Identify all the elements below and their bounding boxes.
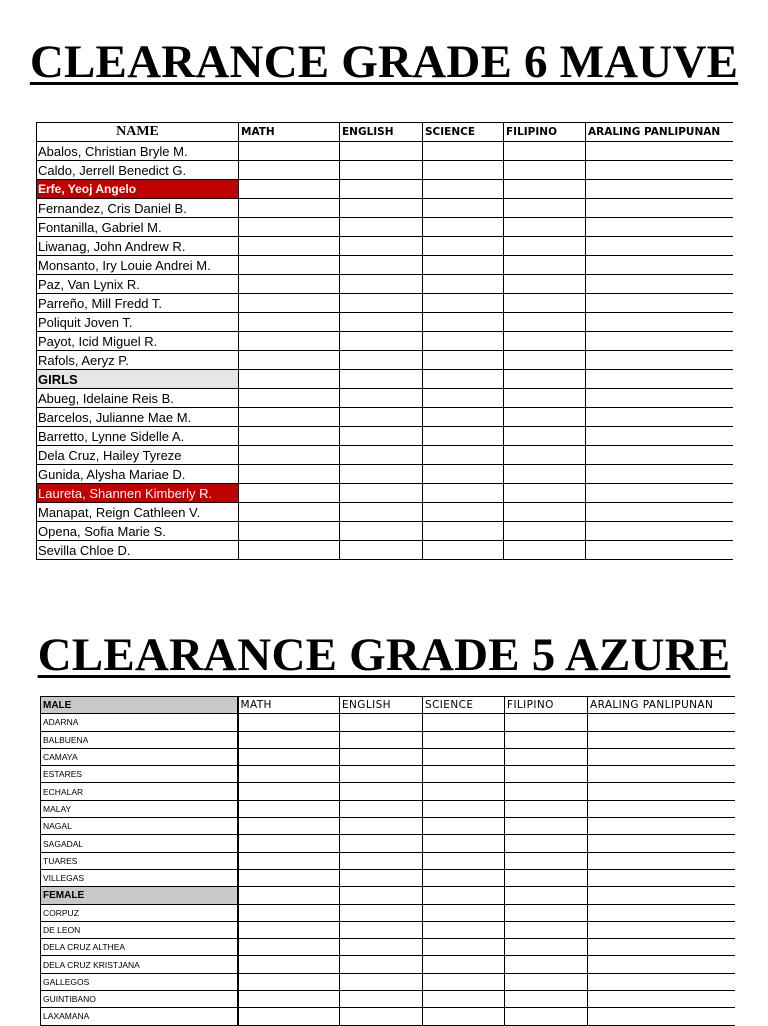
student-name: Opena, Sofia Marie S. <box>37 522 239 541</box>
student-name: MALAY <box>41 800 238 817</box>
student-name: SAGADAL <box>41 835 238 852</box>
clearance-cell-araling-panlipunan[interactable] <box>588 766 735 783</box>
clearance-cell-english[interactable] <box>340 522 423 541</box>
clearance-cell-math[interactable] <box>239 199 340 218</box>
section-label: FEMALE <box>41 887 238 904</box>
clearance-cell-science[interactable] <box>423 446 504 465</box>
student-name: Abalos, Christian Bryle M. <box>37 142 239 161</box>
clearance-cell-math[interactable] <box>238 869 340 886</box>
clearance-cell-english[interactable] <box>340 389 423 408</box>
clearance-cell-filipino[interactable] <box>505 1008 588 1025</box>
table-row <box>37 541 733 560</box>
table-row <box>37 142 733 161</box>
table-row <box>37 199 733 218</box>
clearance-cell-science[interactable] <box>423 370 504 389</box>
clearance-cell-science[interactable] <box>423 142 504 161</box>
clearance-cell-araling-panlipunan[interactable] <box>588 852 735 869</box>
grade5-title: CLEARANCE GRADE 5 AZURE <box>37 629 731 681</box>
student-name: DELA CRUZ KRISTJANA <box>41 956 238 973</box>
clearance-cell-math[interactable] <box>238 852 340 869</box>
clearance-cell-araling-panlipunan[interactable] <box>586 332 733 351</box>
clearance-cell-science[interactable] <box>423 541 504 560</box>
clearance-cell-english[interactable] <box>340 818 423 835</box>
header-row <box>37 123 733 142</box>
table-row <box>41 921 735 938</box>
col-header-science: SCIENCE <box>423 697 505 714</box>
clearance-cell-filipino[interactable] <box>504 389 586 408</box>
student-name: Rafols, Aeryz P. <box>37 351 239 370</box>
col-header-math: MATH <box>238 697 340 714</box>
clearance-cell-araling-panlipunan[interactable] <box>588 887 735 904</box>
clearance-cell-araling-panlipunan[interactable] <box>586 351 733 370</box>
clearance-cell-math[interactable] <box>238 748 340 765</box>
student-name: ADARNA <box>41 714 238 731</box>
clearance-cell-science[interactable] <box>423 484 504 503</box>
clearance-cell-science[interactable] <box>423 973 505 990</box>
clearance-cell-english[interactable] <box>340 904 423 921</box>
clearance-cell-english[interactable] <box>340 973 423 990</box>
clearance-cell-filipino[interactable] <box>504 313 586 332</box>
clearance-cell-araling-panlipunan[interactable] <box>586 446 733 465</box>
clearance-cell-filipino[interactable] <box>505 731 588 748</box>
clearance-cell-math[interactable] <box>239 484 340 503</box>
clearance-cell-math[interactable] <box>239 332 340 351</box>
clearance-cell-araling-panlipunan[interactable] <box>588 731 735 748</box>
clearance-cell-science[interactable] <box>423 427 504 446</box>
clearance-cell-math[interactable] <box>239 408 340 427</box>
clearance-cell-filipino[interactable] <box>505 887 588 904</box>
clearance-cell-araling-panlipunan[interactable] <box>586 503 733 522</box>
clearance-cell-araling-panlipunan[interactable] <box>586 484 733 503</box>
clearance-cell-araling-panlipunan[interactable] <box>586 218 733 237</box>
clearance-cell-filipino[interactable] <box>505 973 588 990</box>
clearance-cell-english[interactable] <box>340 256 423 275</box>
student-name: CORPUZ <box>41 904 238 921</box>
clearance-cell-science[interactable] <box>423 332 504 351</box>
clearance-cell-science[interactable] <box>423 180 504 199</box>
clearance-cell-english[interactable] <box>340 237 423 256</box>
clearance-cell-araling-panlipunan[interactable] <box>588 973 735 990</box>
clearance-cell-math[interactable] <box>239 465 340 484</box>
clearance-cell-math[interactable] <box>238 887 340 904</box>
table-row <box>37 427 733 446</box>
clearance-cell-filipino[interactable] <box>504 142 586 161</box>
clearance-cell-science[interactable] <box>423 921 505 938</box>
clearance-cell-math[interactable] <box>238 904 340 921</box>
clearance-cell-science[interactable] <box>423 313 504 332</box>
clearance-cell-filipino[interactable] <box>504 408 586 427</box>
clearance-cell-english[interactable] <box>340 503 423 522</box>
table-row <box>41 748 735 765</box>
student-name: Caldo, Jerrell Benedict G. <box>37 161 239 180</box>
clearance-cell-math[interactable] <box>238 939 340 956</box>
student-name: Sevilla Chloe D. <box>37 541 239 560</box>
clearance-cell-math[interactable] <box>239 503 340 522</box>
clearance-cell-english[interactable] <box>340 835 423 852</box>
clearance-cell-english[interactable] <box>340 484 423 503</box>
clearance-cell-science[interactable] <box>423 904 505 921</box>
clearance-cell-math[interactable] <box>238 973 340 990</box>
clearance-cell-filipino[interactable] <box>504 446 586 465</box>
table-row <box>37 313 733 332</box>
student-name: Erfe, Yeoj Angelo <box>37 180 239 199</box>
clearance-cell-filipino[interactable] <box>504 237 586 256</box>
col-header-name: NAME <box>37 123 239 142</box>
clearance-cell-math[interactable] <box>238 835 340 852</box>
table-row <box>37 446 733 465</box>
clearance-cell-math[interactable] <box>239 218 340 237</box>
table-row <box>37 389 733 408</box>
clearance-cell-science[interactable] <box>423 731 505 748</box>
clearance-cell-filipino[interactable] <box>504 256 586 275</box>
clearance-cell-math[interactable] <box>239 142 340 161</box>
clearance-cell-science[interactable] <box>423 465 504 484</box>
clearance-cell-english[interactable] <box>340 956 423 973</box>
student-name: ESTARES <box>41 766 238 783</box>
clearance-cell-filipino[interactable] <box>504 351 586 370</box>
clearance-cell-english[interactable] <box>340 370 423 389</box>
clearance-cell-araling-panlipunan[interactable] <box>588 748 735 765</box>
clearance-cell-filipino[interactable] <box>504 180 586 199</box>
clearance-cell-filipino[interactable] <box>505 766 588 783</box>
student-name: NAGAL <box>41 818 238 835</box>
student-name: DE LEON <box>41 921 238 938</box>
clearance-cell-english[interactable] <box>340 218 423 237</box>
table-row <box>41 1008 735 1025</box>
clearance-cell-math[interactable] <box>238 991 340 1008</box>
clearance-cell-math[interactable] <box>239 446 340 465</box>
clearance-cell-english[interactable] <box>340 161 423 180</box>
clearance-cell-math[interactable] <box>239 370 340 389</box>
clearance-cell-science[interactable] <box>423 748 505 765</box>
student-name: Parreño, Mill Fredd T. <box>37 294 239 313</box>
clearance-cell-science[interactable] <box>423 835 505 852</box>
student-name: ECHALAR <box>41 783 238 800</box>
clearance-cell-filipino[interactable] <box>505 921 588 938</box>
clearance-cell-araling-panlipunan[interactable] <box>586 389 733 408</box>
table-row <box>37 408 733 427</box>
section-label: GIRLS <box>37 370 239 389</box>
table-row <box>37 351 733 370</box>
clearance-cell-filipino[interactable] <box>504 541 586 560</box>
table-row <box>41 939 735 956</box>
clearance-cell-math[interactable] <box>239 389 340 408</box>
clearance-cell-math[interactable] <box>238 921 340 938</box>
clearance-cell-science[interactable] <box>423 818 505 835</box>
clearance-cell-araling-panlipunan[interactable] <box>586 180 733 199</box>
clearance-cell-filipino[interactable] <box>505 904 588 921</box>
clearance-cell-english[interactable] <box>340 939 423 956</box>
clearance-cell-math[interactable] <box>238 714 340 731</box>
clearance-cell-filipino[interactable] <box>504 522 586 541</box>
table-row <box>41 783 735 800</box>
clearance-cell-science[interactable] <box>423 161 504 180</box>
clearance-cell-english[interactable] <box>340 800 423 817</box>
clearance-cell-science[interactable] <box>423 275 504 294</box>
col-header-english: ENGLISH <box>340 697 423 714</box>
table-row <box>41 835 735 852</box>
clearance-cell-science[interactable] <box>423 408 504 427</box>
grade6-title: CLEARANCE GRADE 6 MAUVE <box>29 36 739 88</box>
clearance-cell-science[interactable] <box>423 522 504 541</box>
clearance-cell-science[interactable] <box>423 714 505 731</box>
clearance-cell-filipino[interactable] <box>505 714 588 731</box>
clearance-cell-filipino[interactable] <box>504 484 586 503</box>
clearance-cell-science[interactable] <box>423 503 504 522</box>
clearance-cell-filipino[interactable] <box>505 818 588 835</box>
clearance-cell-araling-panlipunan[interactable] <box>586 408 733 427</box>
clearance-cell-science[interactable] <box>423 887 505 904</box>
clearance-cell-english[interactable] <box>340 991 423 1008</box>
clearance-cell-araling-panlipunan[interactable] <box>586 199 733 218</box>
clearance-cell-english[interactable] <box>340 541 423 560</box>
student-name: TUARES <box>41 852 238 869</box>
col-header-araling-panlipunan: ARALING PANLIPUNAN <box>586 123 733 142</box>
col-header-male: MALE <box>41 697 238 714</box>
clearance-cell-filipino[interactable] <box>504 465 586 484</box>
table-row <box>37 484 733 503</box>
clearance-cell-math[interactable] <box>239 180 340 199</box>
table-row <box>41 714 735 731</box>
clearance-cell-araling-panlipunan[interactable] <box>586 294 733 313</box>
clearance-cell-science[interactable] <box>423 389 504 408</box>
clearance-cell-filipino[interactable] <box>505 852 588 869</box>
clearance-cell-math[interactable] <box>238 731 340 748</box>
student-name: Fontanilla, Gabriel M. <box>37 218 239 237</box>
clearance-cell-araling-panlipunan[interactable] <box>588 783 735 800</box>
clearance-cell-science[interactable] <box>423 199 504 218</box>
clearance-cell-english[interactable] <box>340 408 423 427</box>
clearance-cell-filipino[interactable] <box>504 218 586 237</box>
col-header-math: MATH <box>239 123 340 142</box>
table-row <box>37 332 733 351</box>
grade6-clearance-table <box>36 122 733 560</box>
clearance-cell-filipino[interactable] <box>504 503 586 522</box>
clearance-cell-araling-panlipunan[interactable] <box>586 142 733 161</box>
clearance-cell-science[interactable] <box>423 869 505 886</box>
clearance-cell-science[interactable] <box>423 956 505 973</box>
clearance-cell-math[interactable] <box>239 313 340 332</box>
table-row <box>41 818 735 835</box>
clearance-cell-filipino[interactable] <box>504 370 586 389</box>
clearance-cell-english[interactable] <box>340 852 423 869</box>
student-name: Liwanag, John Andrew R. <box>37 237 239 256</box>
clearance-cell-english[interactable] <box>340 465 423 484</box>
student-name: LAXAMANA <box>41 1008 238 1025</box>
clearance-cell-english[interactable] <box>340 783 423 800</box>
table-row <box>41 852 735 869</box>
student-name: CAMAYA <box>41 748 238 765</box>
table-row <box>41 991 735 1008</box>
clearance-cell-science[interactable] <box>423 939 505 956</box>
grade5-clearance-table <box>40 696 735 1026</box>
table-row <box>37 275 733 294</box>
student-name: Monsanto, Iry Louie Andrei M. <box>37 256 239 275</box>
table-row <box>41 973 735 990</box>
clearance-cell-english[interactable] <box>340 921 423 938</box>
clearance-cell-science[interactable] <box>423 766 505 783</box>
clearance-cell-math[interactable] <box>239 237 340 256</box>
clearance-cell-english[interactable] <box>340 294 423 313</box>
clearance-cell-araling-panlipunan[interactable] <box>586 541 733 560</box>
clearance-cell-filipino[interactable] <box>504 199 586 218</box>
clearance-cell-math[interactable] <box>239 522 340 541</box>
table-row <box>41 731 735 748</box>
clearance-cell-english[interactable] <box>340 332 423 351</box>
section-header-row <box>37 370 733 389</box>
clearance-cell-english[interactable] <box>340 1008 423 1025</box>
clearance-cell-science[interactable] <box>423 1008 505 1025</box>
student-name: Manapat, Reign Cathleen V. <box>37 503 239 522</box>
col-header-science: SCIENCE <box>423 123 504 142</box>
student-name: GALLEGOS <box>41 973 238 990</box>
clearance-cell-araling-panlipunan[interactable] <box>586 465 733 484</box>
clearance-cell-araling-panlipunan[interactable] <box>586 237 733 256</box>
student-name: DELA CRUZ ALTHEA <box>41 939 238 956</box>
col-header-filipino: FILIPINO <box>504 123 586 142</box>
clearance-cell-araling-panlipunan[interactable] <box>586 161 733 180</box>
clearance-cell-science[interactable] <box>423 237 504 256</box>
table-row <box>41 766 735 783</box>
clearance-cell-english[interactable] <box>340 748 423 765</box>
clearance-cell-english[interactable] <box>340 766 423 783</box>
clearance-cell-science[interactable] <box>423 256 504 275</box>
student-name: Dela Cruz, Hailey Tyreze <box>37 446 239 465</box>
clearance-cell-filipino[interactable] <box>505 748 588 765</box>
clearance-cell-araling-panlipunan[interactable] <box>588 835 735 852</box>
clearance-cell-filipino[interactable] <box>505 991 588 1008</box>
clearance-cell-araling-panlipunan[interactable] <box>586 313 733 332</box>
table-row <box>41 904 735 921</box>
table-row <box>37 161 733 180</box>
table-row <box>37 465 733 484</box>
student-name: Paz, Van Lynix R. <box>37 275 239 294</box>
clearance-cell-math[interactable] <box>239 351 340 370</box>
col-header-filipino: FILIPINO <box>505 697 588 714</box>
student-name: Abueg, Idelaine Reis B. <box>37 389 239 408</box>
clearance-cell-english[interactable] <box>340 887 423 904</box>
table-row <box>37 180 733 199</box>
clearance-cell-araling-panlipunan[interactable] <box>588 991 735 1008</box>
table-row <box>37 256 733 275</box>
clearance-cell-filipino[interactable] <box>504 332 586 351</box>
clearance-cell-english[interactable] <box>340 427 423 446</box>
clearance-cell-math[interactable] <box>238 766 340 783</box>
clearance-cell-filipino[interactable] <box>504 294 586 313</box>
clearance-cell-araling-panlipunan[interactable] <box>588 904 735 921</box>
student-name: Payot, Icid Miguel R. <box>37 332 239 351</box>
clearance-cell-filipino[interactable] <box>505 783 588 800</box>
table-row <box>41 800 735 817</box>
clearance-cell-math[interactable] <box>238 956 340 973</box>
table-row <box>37 294 733 313</box>
clearance-cell-araling-panlipunan[interactable] <box>586 275 733 294</box>
clearance-cell-math[interactable] <box>238 1008 340 1025</box>
clearance-cell-filipino[interactable] <box>505 939 588 956</box>
clearance-cell-science[interactable] <box>423 783 505 800</box>
clearance-cell-math[interactable] <box>238 783 340 800</box>
clearance-cell-araling-panlipunan[interactable] <box>588 1008 735 1025</box>
clearance-cell-araling-panlipunan[interactable] <box>588 956 735 973</box>
clearance-cell-english[interactable] <box>340 351 423 370</box>
clearance-cell-math[interactable] <box>239 161 340 180</box>
student-name: BALBUENA <box>41 731 238 748</box>
student-name: GUINTIBANO <box>41 991 238 1008</box>
clearance-cell-filipino[interactable] <box>504 427 586 446</box>
student-name: Barcelos, Julianne Mae M. <box>37 408 239 427</box>
col-header-english: ENGLISH <box>340 123 423 142</box>
student-name: Gunida, Alysha Mariae D. <box>37 465 239 484</box>
clearance-cell-araling-panlipunan[interactable] <box>586 427 733 446</box>
clearance-cell-science[interactable] <box>423 852 505 869</box>
clearance-cell-math[interactable] <box>239 427 340 446</box>
clearance-cell-science[interactable] <box>423 351 504 370</box>
table-row <box>41 869 735 886</box>
clearance-cell-math[interactable] <box>239 275 340 294</box>
clearance-cell-araling-panlipunan[interactable] <box>586 256 733 275</box>
header-row <box>41 697 735 714</box>
clearance-cell-science[interactable] <box>423 991 505 1008</box>
clearance-cell-araling-panlipunan[interactable] <box>588 818 735 835</box>
clearance-cell-english[interactable] <box>340 180 423 199</box>
clearance-cell-araling-panlipunan[interactable] <box>588 939 735 956</box>
clearance-cell-science[interactable] <box>423 294 504 313</box>
clearance-cell-filipino[interactable] <box>504 161 586 180</box>
clearance-cell-english[interactable] <box>340 714 423 731</box>
student-name: Laureta, Shannen Kimberly R. <box>37 484 239 503</box>
table-row <box>37 237 733 256</box>
student-name: Barretto, Lynne Sidelle A. <box>37 427 239 446</box>
section-header-row <box>41 887 735 904</box>
clearance-cell-araling-panlipunan[interactable] <box>588 800 735 817</box>
clearance-cell-araling-panlipunan[interactable] <box>586 522 733 541</box>
clearance-cell-english[interactable] <box>340 199 423 218</box>
clearance-cell-english[interactable] <box>340 731 423 748</box>
clearance-cell-math[interactable] <box>238 800 340 817</box>
clearance-cell-english[interactable] <box>340 275 423 294</box>
clearance-cell-math[interactable] <box>239 294 340 313</box>
clearance-cell-araling-panlipunan[interactable] <box>586 370 733 389</box>
clearance-cell-math[interactable] <box>239 541 340 560</box>
student-name: Poliquit Joven T. <box>37 313 239 332</box>
clearance-cell-math[interactable] <box>239 256 340 275</box>
clearance-cell-science[interactable] <box>423 218 504 237</box>
clearance-cell-araling-panlipunan[interactable] <box>588 869 735 886</box>
clearance-cell-english[interactable] <box>340 313 423 332</box>
clearance-cell-filipino[interactable] <box>505 835 588 852</box>
clearance-cell-english[interactable] <box>340 142 423 161</box>
table-row <box>37 218 733 237</box>
col-header-araling-panlipunan: ARALING PANLIPUNAN <box>588 697 735 714</box>
table-row <box>37 503 733 522</box>
student-name: Fernandez, Cris Daniel B. <box>37 199 239 218</box>
student-name: VILLEGAS <box>41 869 238 886</box>
clearance-cell-filipino[interactable] <box>504 275 586 294</box>
clearance-cell-english[interactable] <box>340 869 423 886</box>
clearance-cell-filipino[interactable] <box>505 800 588 817</box>
table-row <box>37 522 733 541</box>
clearance-cell-filipino[interactable] <box>505 869 588 886</box>
clearance-cell-english[interactable] <box>340 446 423 465</box>
clearance-cell-araling-panlipunan[interactable] <box>588 921 735 938</box>
clearance-cell-araling-panlipunan[interactable] <box>588 714 735 731</box>
clearance-cell-science[interactable] <box>423 800 505 817</box>
clearance-cell-math[interactable] <box>238 818 340 835</box>
clearance-cell-filipino[interactable] <box>505 956 588 973</box>
table-row <box>41 956 735 973</box>
